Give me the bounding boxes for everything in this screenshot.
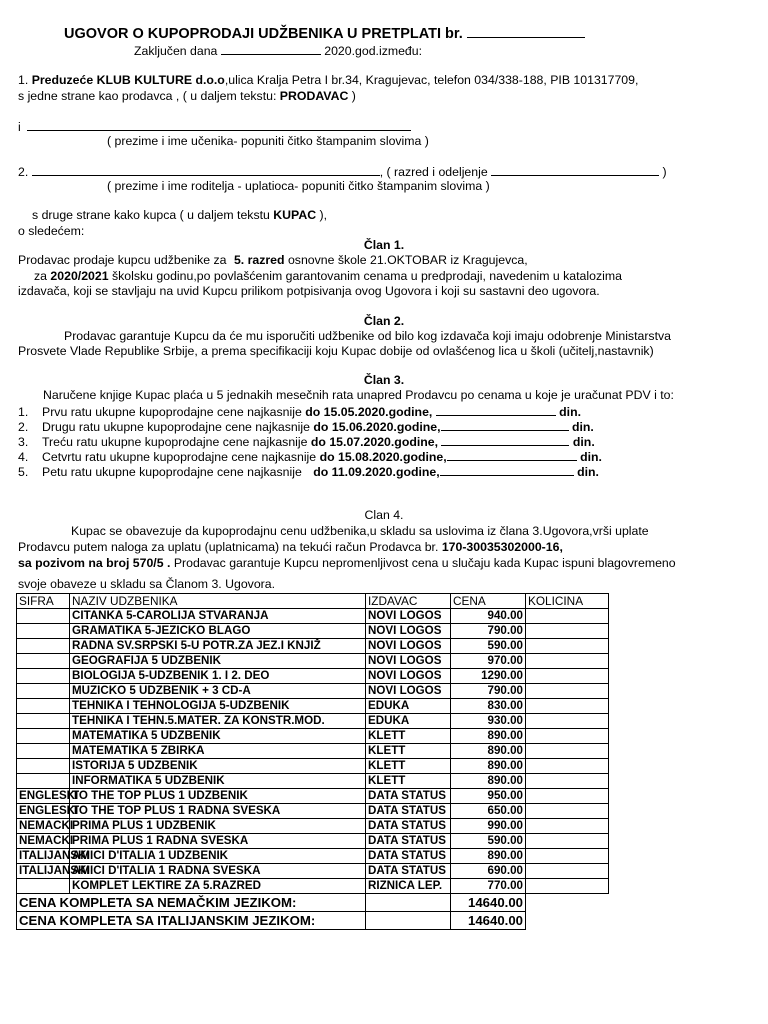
row-kolicina-input[interactable] xyxy=(526,654,609,669)
student-line: i xyxy=(18,118,411,135)
row-izdavac: NOVI LOGOS xyxy=(366,639,451,654)
header-cena: CENA xyxy=(451,594,526,609)
row-cena: 790.00 xyxy=(451,684,526,699)
table-row xyxy=(17,609,609,624)
party1-line2: s jedne strane kao prodavca , ( u daljem tekstu: PRODAVAC ) xyxy=(18,89,356,103)
clan4-line1: Kupac se obavezuje da kupoprodajnu cenu udžbenika,u skladu sa uslovima iz člana 3.Ugovora,vrši uplate xyxy=(71,524,649,538)
header-sifra: SIFRA xyxy=(17,594,70,609)
table-row xyxy=(17,804,609,819)
row-naziv: CITANKA 5-CAROLIJA STVARANJA xyxy=(70,609,366,624)
row-kolicina-input[interactable] xyxy=(526,744,609,759)
table-row xyxy=(17,774,609,789)
table-row xyxy=(17,639,609,654)
clan3-intro: Naručene knjige Kupac plaća u 5 jednakih mesečnih rata unapred Prodavcu po cenama u koje je uračunat PDV i to: xyxy=(43,388,674,402)
row-naziv: TEHNIKA I TEHNOLOGIJA 5-UDZBENIK xyxy=(70,699,366,714)
row-cena: 970.00 xyxy=(451,654,526,669)
row-cena: 890.00 xyxy=(451,729,526,744)
row-cena: 890.00 xyxy=(451,849,526,864)
bank-account: 170-30035302000-16 xyxy=(441,540,560,554)
row-naziv: RADNA SV.SRPSKI 5-U POTR.ZA JEZ.I KNJIŽ xyxy=(70,639,366,654)
installment-1-amount[interactable] xyxy=(436,403,556,416)
row-sifra xyxy=(17,744,70,759)
row-sifra: ITALIJANSKI xyxy=(17,864,70,879)
installment-5-amount[interactable] xyxy=(440,463,574,476)
row-izdavac: KLETT xyxy=(366,744,451,759)
table-row xyxy=(17,849,609,864)
row-izdavac: NOVI LOGOS xyxy=(366,669,451,684)
row-kolicina-input[interactable] xyxy=(526,819,609,834)
row-kolicina-input[interactable] xyxy=(526,849,609,864)
row-sifra xyxy=(17,714,70,729)
student-name-field[interactable] xyxy=(27,118,411,131)
contract-title xyxy=(64,25,585,42)
installment-3-amount[interactable] xyxy=(441,433,569,446)
row-kolicina-input[interactable] xyxy=(526,639,609,654)
row-kolicina-input[interactable] xyxy=(526,774,609,789)
header-izdavac: IZDAVAC xyxy=(366,594,451,609)
clan4-line2: Prodavcu putem naloga za uplatu (uplatnicama) na tekući račun Prodavca br. 170-30035302000-16, xyxy=(18,540,563,554)
parent-name-field[interactable] xyxy=(32,163,380,176)
row-cena: 590.00 xyxy=(451,834,526,849)
row-naziv: INFORMATIKA 5 UDZBENIK xyxy=(70,774,366,789)
textbook-table xyxy=(16,593,609,930)
row-sifra xyxy=(17,879,70,894)
row-naziv: TEHNIKA I TEHN.5.MATER. ZA KONSTR.MOD. xyxy=(70,714,366,729)
row-cena: 830.00 xyxy=(451,699,526,714)
table-row xyxy=(17,879,609,894)
clan1-heading: Član 1. xyxy=(363,238,405,252)
clan1-line1: Prodavac prodaje kupcu udžbenike za 5. razred osnovne škole 21.OKTOBAR iz Kragujevca, xyxy=(18,253,528,267)
row-izdavac: DATA STATUS xyxy=(366,819,451,834)
row-sifra xyxy=(17,729,70,744)
row-izdavac: KLETT xyxy=(366,759,451,774)
buyer-line: s druge strane kako kupca ( u daljem tekstu KUPAC ), xyxy=(32,208,328,222)
table-row xyxy=(17,834,609,849)
row-sifra xyxy=(17,654,70,669)
table-row xyxy=(17,789,609,804)
total-row xyxy=(17,912,609,930)
row-cena: 890.00 xyxy=(451,774,526,789)
table-row xyxy=(17,654,609,669)
header-kolicina: KOLICINA xyxy=(526,594,609,609)
student-hint: ( prezime i ime učenika- popuniti čitko štampanim slovima ) xyxy=(107,134,429,148)
row-sifra: ENGLESKI xyxy=(17,789,70,804)
total-empty-cell xyxy=(366,912,451,930)
total-row xyxy=(17,894,609,912)
clan4-line4: svoje obaveze u skladu sa Članom 3. Ugovora. xyxy=(18,577,276,591)
row-cena: 790.00 xyxy=(451,624,526,639)
row-sifra xyxy=(17,639,70,654)
row-izdavac: NOVI LOGOS xyxy=(366,624,451,639)
row-naziv: KOMPLET LEKTIRE ZA 5.RAZRED xyxy=(70,879,366,894)
table-row xyxy=(17,669,609,684)
row-sifra: NEMACKI xyxy=(17,819,70,834)
parent-line: 2. , ( razred i odeljenje ) xyxy=(18,165,667,179)
row-cena: 990.00 xyxy=(451,819,526,834)
total-value: 14640.00 xyxy=(451,912,526,930)
row-cena: 1290.00 xyxy=(451,669,526,684)
row-naziv: MATEMATIKA 5 UDZBENIK xyxy=(70,729,366,744)
row-kolicina-input[interactable] xyxy=(526,804,609,819)
party1-line1: 1. Preduzeće KLUB KULTURE d.o.o,ulica Kralja Petra I br.34, Kragujevac, telefon 034/338-188, PIB 101317709, xyxy=(18,73,639,87)
installment-1: 1. Prvu ratu ukupne kupoprodajne cene najkasnije do 15.05.2020.godine, din. xyxy=(18,405,582,419)
installment-3: 3. Treću ratu ukupne kupoprodajne cene najkasnije do 15.07.2020.godine, din. xyxy=(18,435,595,449)
installment-5: 5. Petu ratu ukupne kupoprodajne cene najkasnije do 11.09.2020.godine, din. xyxy=(18,465,599,479)
row-kolicina-input[interactable] xyxy=(526,789,609,804)
row-izdavac: DATA STATUS xyxy=(366,864,451,879)
row-izdavac: DATA STATUS xyxy=(366,789,451,804)
row-kolicina-input[interactable] xyxy=(526,684,609,699)
row-izdavac: DATA STATUS xyxy=(366,834,451,849)
row-naziv: AMICI D'ITALIA 1 UDZBENIK xyxy=(70,849,366,864)
table-header-row xyxy=(17,594,609,609)
row-sifra: NEMACKI xyxy=(17,834,70,849)
installment-2-amount[interactable] xyxy=(441,418,569,431)
row-cena: 650.00 xyxy=(451,804,526,819)
row-izdavac: DATA STATUS xyxy=(366,804,451,819)
header-naziv: NAZIV UDZBENIKA xyxy=(70,594,366,609)
table-row xyxy=(17,714,609,729)
total-empty-cell xyxy=(366,894,451,912)
clan3-heading: Član 3. xyxy=(363,373,405,387)
row-izdavac: EDUKA xyxy=(366,699,451,714)
row-cena: 930.00 xyxy=(451,714,526,729)
row-izdavac: NOVI LOGOS xyxy=(366,684,451,699)
clan2-line2: Prosvete Vlade Republike Srbije, a prema specifikaciji koju Kupac dobije od ovlašćenog lica u školi (učitelj,nastavnik) xyxy=(18,344,654,358)
row-izdavac: RIZNICA LEP. xyxy=(366,879,451,894)
row-sifra xyxy=(17,774,70,789)
clan1-line3: izdavača, koji se stavljaju na uvid Kupcu prilikom potpisivanja ovog Ugovora i koji su sastavni deo ugovora. xyxy=(18,284,600,298)
table-row xyxy=(17,624,609,639)
row-cena: 770.00 xyxy=(451,879,526,894)
table-row xyxy=(17,744,609,759)
row-naziv: AMICI D'ITALIA 1 RADNA SVESKA xyxy=(70,864,366,879)
date-field[interactable] xyxy=(221,42,321,55)
title-text: UGOVOR O KUPOPRODAJI UDŽBENIKA U PRETPLATI br. xyxy=(64,26,463,42)
table-row xyxy=(17,729,609,744)
following-line: o sledećem: xyxy=(18,224,85,238)
installment-2: 2. Drugu ratu ukupne kupoprodajne cene najkasnije do 15.06.2020.godine, din. xyxy=(18,420,594,434)
table-row xyxy=(17,864,609,879)
row-naziv: MATEMATIKA 5 ZBIRKA xyxy=(70,744,366,759)
total-label: CENA KOMPLETA SA NEMAČKIM JEZIKOM: xyxy=(17,894,366,912)
row-kolicina-input[interactable] xyxy=(526,834,609,849)
row-cena: 590.00 xyxy=(451,639,526,654)
row-izdavac: DATA STATUS xyxy=(366,849,451,864)
clan1-line2: za 2020/2021 školsku godinu,po povlašćenim garantovanim cenama u predprodaji, navedenim u katalozima xyxy=(34,269,622,283)
total-value: 14640.00 xyxy=(451,894,526,912)
row-sifra xyxy=(17,759,70,774)
row-izdavac: KLETT xyxy=(366,774,451,789)
row-kolicina-input[interactable] xyxy=(526,669,609,684)
row-kolicina-input[interactable] xyxy=(526,624,609,639)
row-kolicina-input[interactable] xyxy=(526,759,609,774)
installment-4: 4. Cetvrtu ratu ukupne kupoprodajne cene najkasnije do 15.08.2020.godine, din. xyxy=(18,450,602,464)
row-sifra xyxy=(17,609,70,624)
row-sifra xyxy=(17,669,70,684)
row-cena: 950.00 xyxy=(451,789,526,804)
clan2-heading: Član 2. xyxy=(363,314,405,328)
row-kolicina-input[interactable] xyxy=(526,714,609,729)
installment-4-amount[interactable] xyxy=(447,448,577,461)
parent-hint: ( prezime i ime roditelja - uplatioca- popuniti čitko štampanim slovima ) xyxy=(107,179,490,193)
clan4-line3: sa pozivom na broj 570/5 . Prodavac garantuje Kupcu nepromenljivost cena u slučaju kada Kupac ispuni blagovremeno xyxy=(18,556,676,570)
row-naziv: PRIMA PLUS 1 UDZBENIK xyxy=(70,819,366,834)
row-kolicina-input[interactable] xyxy=(526,729,609,744)
row-sifra xyxy=(17,684,70,699)
concluded-line: Zaključen dana 2020.god.između: xyxy=(134,44,423,58)
row-cena: 890.00 xyxy=(451,759,526,774)
row-cena: 890.00 xyxy=(451,744,526,759)
row-kolicina-input[interactable] xyxy=(526,609,609,624)
clan4-heading: Clan 4. xyxy=(364,508,404,522)
row-izdavac: NOVI LOGOS xyxy=(366,609,451,624)
row-izdavac: KLETT xyxy=(366,729,451,744)
row-naziv: TO THE TOP PLUS 1 UDZBENIK xyxy=(70,789,366,804)
row-naziv: GRAMATIKA 5-JEZICKO BLAGO xyxy=(70,624,366,639)
row-naziv: ISTORIJA 5 UDZBENIK xyxy=(70,759,366,774)
grade-field[interactable] xyxy=(491,163,659,176)
row-naziv: TO THE TOP PLUS 1 RADNA SVESKA xyxy=(70,804,366,819)
row-izdavac: EDUKA xyxy=(366,714,451,729)
row-naziv: BIOLOGIJA 5-UDZBENIK 1. I 2. DEO xyxy=(70,669,366,684)
table-row xyxy=(17,819,609,834)
row-cena: 690.00 xyxy=(451,864,526,879)
table-row xyxy=(17,699,609,714)
row-kolicina-input[interactable] xyxy=(526,879,609,894)
row-sifra xyxy=(17,624,70,639)
row-izdavac: NOVI LOGOS xyxy=(366,654,451,669)
row-kolicina-input[interactable] xyxy=(526,864,609,879)
row-sifra xyxy=(17,699,70,714)
row-naziv: GEOGRAFIJA 5 UDZBENIK xyxy=(70,654,366,669)
row-sifra: ITALIJANSKI xyxy=(17,849,70,864)
row-naziv: MUZICKO 5 UDZBENIK + 3 CD-A xyxy=(70,684,366,699)
row-naziv: PRIMA PLUS 1 RADNA SVESKA xyxy=(70,834,366,849)
seller-company: Preduzeće KLUB KULTURE d.o.o xyxy=(31,73,225,87)
total-label: CENA KOMPLETA SA ITALIJANSKIM JEZIKOM: xyxy=(17,912,366,930)
clan2-line1: Prodavac garantuje Kupcu da će mu isporučiti udžbenike od bilo kog izdavača koji imaju odobrenje Ministarstva xyxy=(64,329,671,343)
contract-number-field[interactable] xyxy=(467,25,585,38)
row-kolicina-input[interactable] xyxy=(526,699,609,714)
table-row xyxy=(17,684,609,699)
row-cena: 940.00 xyxy=(451,609,526,624)
row-sifra: ENGLESKI xyxy=(17,804,70,819)
table-row xyxy=(17,759,609,774)
